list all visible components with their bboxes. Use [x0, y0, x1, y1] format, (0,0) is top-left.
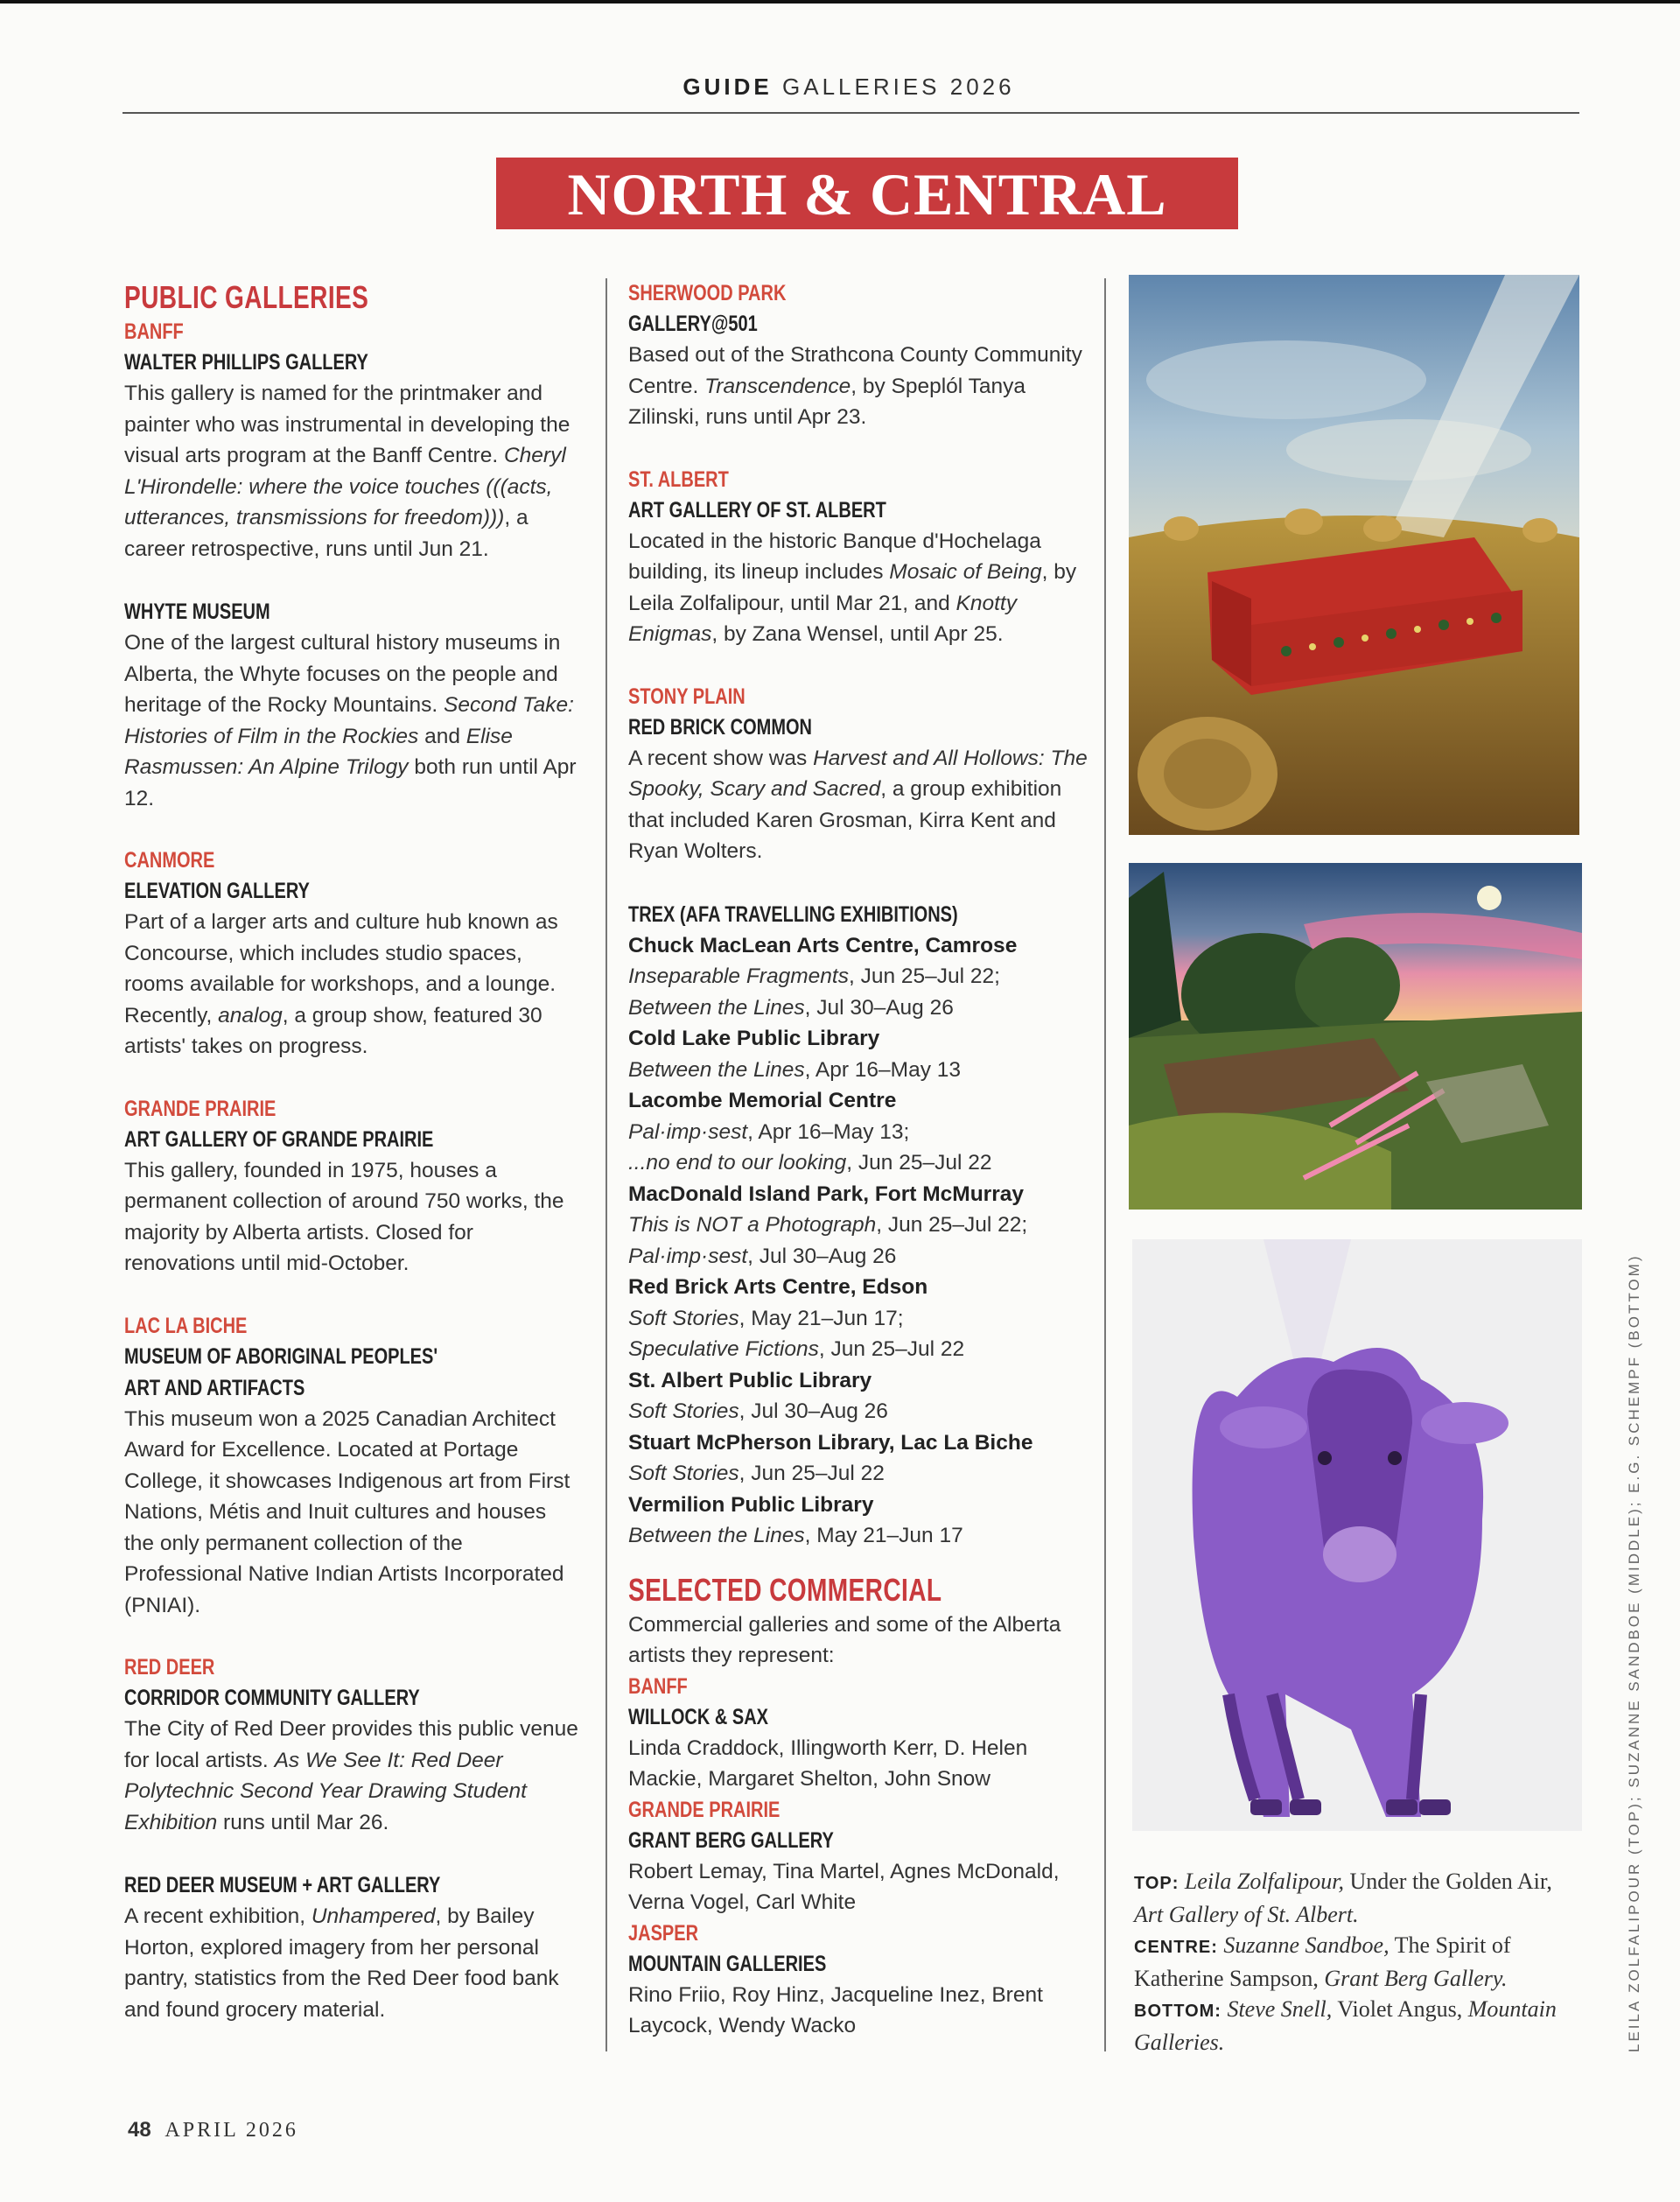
gallery-st-albert: ART GALLERY OF ST. ALBERT: [628, 497, 886, 522]
page-folio: [128, 2118, 298, 2142]
gallery-whyte-museum: WHYTE MUSEUM: [124, 600, 270, 624]
top-edge-rule: [0, 0, 1680, 4]
gallery-aboriginal-museum-line1: MUSEUM OF ABORIGINAL PEOPLES': [124, 1343, 438, 1369]
st-albert-desc: Located in the historic Banque d'Hochelaga building, its lineup includes Mosaic of Being, by Leila Zolfalipour, until Mar 21, and Knotty Enigmas, by Zana Wensel, until Apr 25.: [628, 529, 1077, 646]
trex-venue: Vermilion Public Library: [628, 1492, 874, 1517]
whyte-museum-desc: One of the largest cultural history museums in Alberta, the Whyte focuses on the people and heritage of the Rocky Mountains. Second Take: Histories of Film in the Rockies and Elise Rasmussen: An Alpine Trilogy both run until Apr 12.: [124, 631, 577, 810]
photo-credit: LEILA ZOLFALIPOUR (TOP); SUZANNE SANDBOE (MIDDLE); E.G. SCHEMPF (BOTTOM): [1626, 1253, 1642, 2052]
selected-commercial-heading: SELECTED COMMERCIAL: [628, 1571, 942, 1608]
column-2: [628, 278, 1092, 2042]
trex-venue: Lacombe Memorial Centre: [628, 1089, 897, 1112]
gallery-grande-prairie: ART GALLERY OF GRANDE PRAIRIE: [124, 1126, 434, 1152]
caption-top: TOP: Leila Zolfalipour, Under the Golden Air, Art Gallery of St. Albert.: [1134, 1869, 1552, 1927]
elevation-desc: Part of a larger arts and culture hub known as Concourse, which includes studio spaces, rooms available for workshops, and a lounge. Recently, analog, a group show, featured 30 artists' takes on progress.: [124, 910, 558, 1058]
location-red-deer: RED DEER: [124, 1655, 215, 1680]
trex-venue: Cold Lake Public Library: [628, 1027, 880, 1050]
column-divider-2: [1104, 278, 1106, 2051]
mountain-galleries-artists: Rino Friio, Roy Hinz, Jacqueline Inez, Brent Laycock, Wendy Wacko: [628, 1982, 1043, 2037]
header-guide: GUIDE: [682, 74, 773, 100]
gallery-red-brick-common: RED BRICK COMMON: [628, 714, 812, 740]
gallery-corridor: CORRIDOR COMMUNITY GALLERY: [124, 1686, 420, 1710]
caption-centre: CENTRE: Suzanne Sandboe, The Spirit of Katherine Sampson, Grant Berg Gallery.: [1134, 1932, 1511, 1991]
gallery-elevation: ELEVATION GALLERY: [124, 879, 310, 903]
trex-show: Speculative Fictions, Jun 25–Jul 22: [628, 1337, 965, 1361]
commercial-location-grande-prairie: GRANDE PRAIRIE: [628, 1797, 780, 1822]
trex-show: Between the Lines, May 21–Jun 17: [628, 1524, 963, 1547]
grande-prairie-desc: This gallery, founded in 1975, houses a permanent collection of around 750 works, the majority by Alberta artists. Closed for renovations until mid-October.: [124, 1158, 564, 1275]
trex-venue: Stuart McPherson Library, Lac La Biche: [628, 1430, 1033, 1455]
commercial-intro: Commercial galleries and some of the Alberta artists they represent:: [628, 1612, 1061, 1667]
public-galleries-heading: PUBLIC GALLERIES: [124, 279, 369, 315]
location-canmore: CANMORE: [124, 848, 215, 873]
header-section: GALLERIES 2026: [782, 74, 1015, 100]
trex-show: Soft Stories, Jul 30–Aug 26: [628, 1399, 888, 1423]
artwork-spirit-of-katherine-sampson: [1129, 863, 1582, 1210]
commercial-location-jasper: JASPER: [628, 1920, 699, 1946]
trex-show: Between the Lines, Apr 16–May 13: [628, 1057, 962, 1082]
gallery-grant-berg: GRANT BERG GALLERY: [628, 1827, 834, 1853]
grant-berg-artists: Robert Lemay, Tina Martel, Agnes McDonald, Verna Vogel, Carl White: [628, 1859, 1060, 1914]
trex-venue-list: [628, 930, 1092, 1552]
trex-show: Soft Stories, Jun 25–Jul 22: [628, 1462, 885, 1485]
commercial-location-banff: BANFF: [628, 1673, 688, 1699]
location-stony-plain: STONY PLAIN: [628, 684, 746, 709]
trex-show: This is NOT a Photograph, Jun 25–Jul 22;: [628, 1213, 1028, 1237]
header-rule: [122, 112, 1579, 114]
location-st-albert: ST. ALBERT: [628, 466, 729, 492]
trex-show: Between the Lines, Jul 30–Aug 26: [628, 995, 954, 1020]
artwork-violet-angus: [1132, 1239, 1582, 1831]
location-banff: BANFF: [124, 319, 184, 344]
red-brick-common-desc: A recent show was Harvest and All Hollows: The Spooky, Scary and Sacred, a group exhibition that included Karen Grosman, Kirra Kent and Ryan Wolters.: [628, 746, 1088, 863]
gallery-red-deer-museum: RED DEER MUSEUM + ART GALLERY: [124, 1873, 441, 1897]
gallery-walter-phillips: WALTER PHILLIPS GALLERY: [124, 350, 368, 375]
gallery-willock-sax: WILLOCK & SAX: [628, 1704, 768, 1729]
issue-date: APRIL 2026: [164, 2119, 298, 2142]
gallery-aboriginal-museum-line2: ART AND ARTIFACTS: [124, 1375, 305, 1400]
trex-venue: Chuck MacLean Arts Centre, Camrose: [628, 933, 1018, 957]
region-banner: NORTH & CENTRAL: [496, 158, 1238, 229]
trex-venue: Red Brick Arts Centre, Edson: [628, 1275, 928, 1299]
caption-bottom: BOTTOM: Steve Snell, Violet Angus, Mountain Galleries.: [1134, 1996, 1557, 2055]
trex-heading: TREX (AFA TRAVELLING EXHIBITIONS): [628, 901, 958, 927]
trex-show: Pal·imp·sest, Jul 30–Aug 26: [628, 1244, 897, 1268]
gallery-mountain-galleries: MOUNTAIN GALLERIES: [628, 1951, 827, 1976]
willock-sax-artists: Linda Craddock, Illingworth Kerr, D. Helen Mackie, Margaret Shelton, John Snow: [628, 1736, 1028, 1791]
image-caption: [1134, 1866, 1572, 2058]
aboriginal-museum-desc: This museum won a 2025 Canadian Architect Award for Excellence. Located at Portage College, it showcases Indigenous art from First Nations, Métis and Inuit cultures and houses the only permanent collection of the Professional Native Indian Artists Incorporated (PNIAI).: [124, 1406, 570, 1617]
red-deer-museum-desc: A recent exhibition, Unhampered, by Bailey Horton, explored imagery from her personal pantry, statistics from the Red Deer food bank and found grocery material.: [124, 1904, 559, 2022]
page-number: 48: [128, 2118, 151, 2142]
location-grande-prairie: GRANDE PRAIRIE: [124, 1096, 276, 1121]
location-lac-la-biche: LAC LA BICHE: [124, 1313, 248, 1338]
gallery-501: GALLERY@501: [628, 312, 758, 336]
artwork-under-the-golden-air: [1129, 275, 1579, 835]
trex-venue: MacDonald Island Park, Fort McMurray: [628, 1182, 1024, 1206]
column-divider-1: [606, 278, 607, 2051]
corridor-desc: The City of Red Deer provides this public venue for local artists. As We See It: Red Deer Polytechnic Second Year Drawing Student Exhibition runs until Mar 26.: [124, 1717, 578, 1834]
trex-venue: St. Albert Public Library: [628, 1368, 872, 1392]
location-sherwood-park: SHERWOOD PARK: [628, 281, 787, 305]
trex-show: Inseparable Fragments, Jun 25–Jul 22;: [628, 964, 1000, 988]
running-header: [122, 74, 1575, 101]
trex-show: ...no end to our looking, Jun 25–Jul 22: [628, 1151, 992, 1175]
gallery-501-desc: Based out of the Strathcona County Community Centre. Transcendence, by Speplól Tanya Zilinski, runs until Apr 23.: [628, 343, 1082, 429]
column-1: [124, 278, 579, 2025]
trex-show: Soft Stories, May 21–Jun 17;: [628, 1306, 904, 1330]
trex-show: Pal·imp·sest, Apr 16–May 13;: [628, 1119, 910, 1144]
walter-phillips-desc: This gallery is named for the printmaker and painter who was instrumental in developing the visual arts program at the Banff Centre. Cheryl L'Hirondelle: where the voice touches (((acts, utterances, transmissions for freedom))), a career retrospective, runs until Jun 21.: [124, 382, 570, 561]
